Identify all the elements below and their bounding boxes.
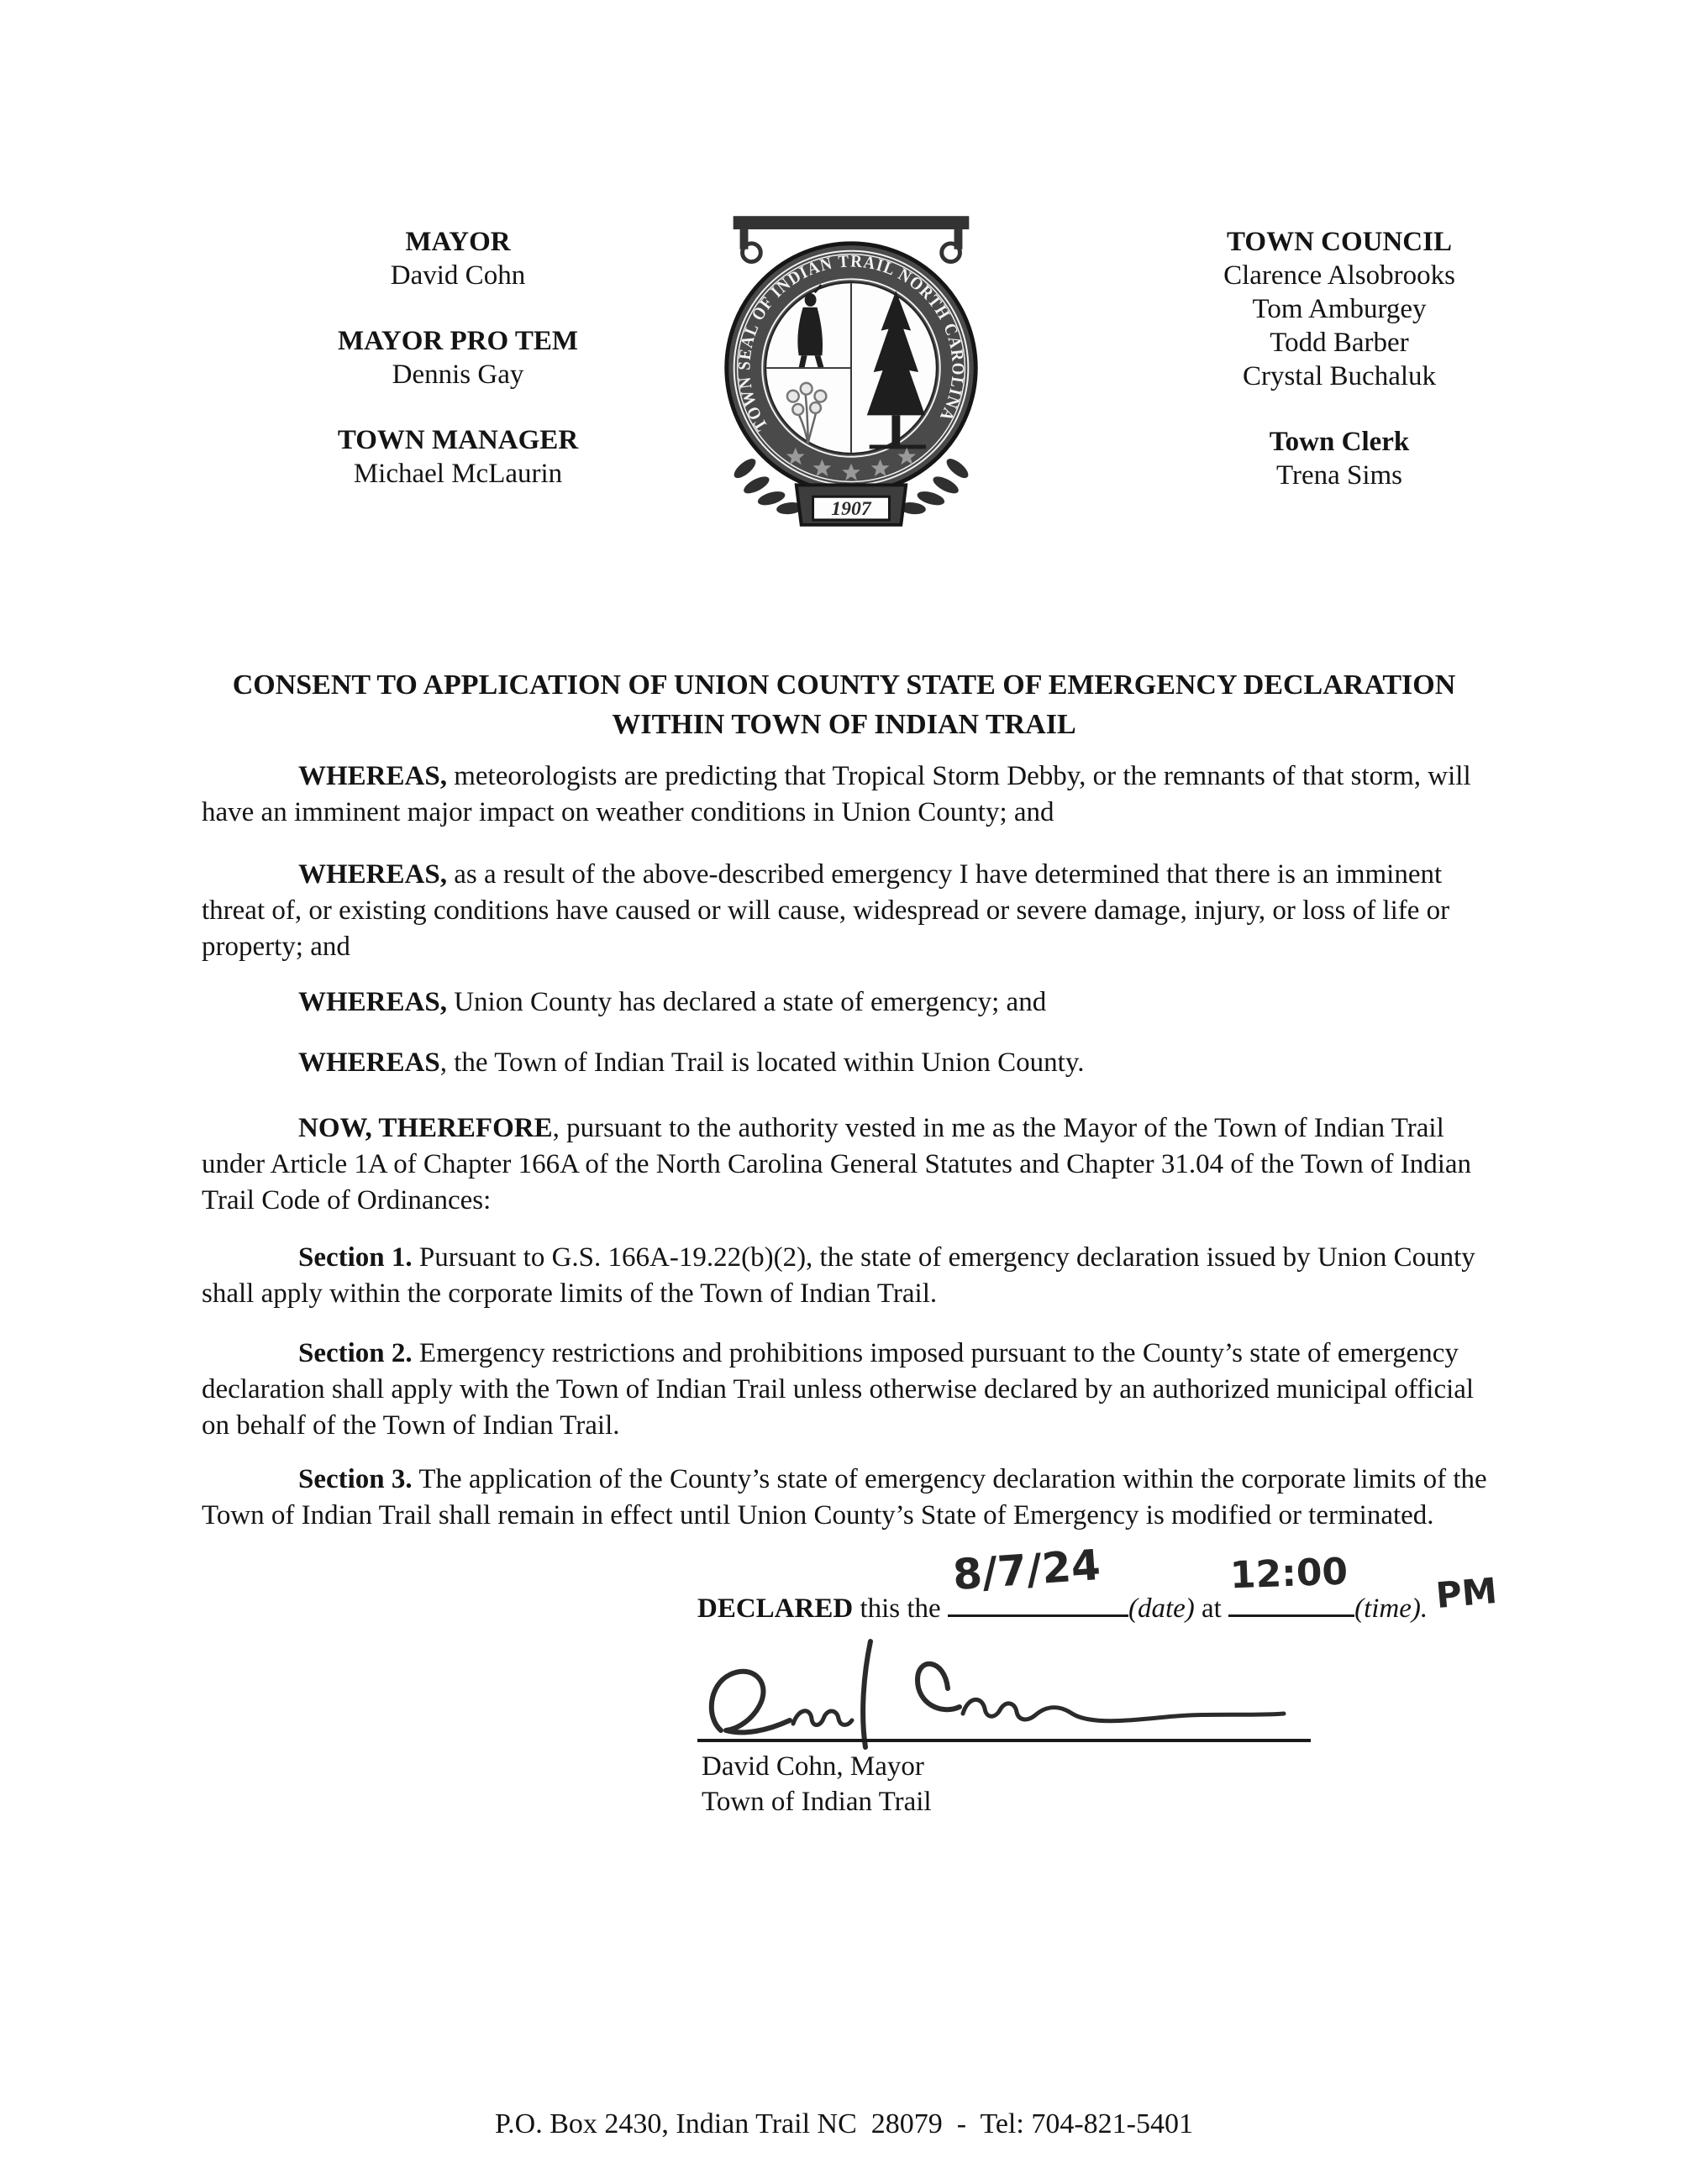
town-manager-title: TOWN MANAGER bbox=[337, 425, 579, 455]
paragraph-lead: WHEREAS, bbox=[298, 761, 447, 791]
town-manager-block bbox=[206, 423, 710, 491]
town-seal-icon bbox=[710, 203, 992, 541]
paragraph-section-1 bbox=[202, 1240, 1502, 1312]
paragraph-whereas-1 bbox=[202, 759, 1502, 831]
signature-name-block bbox=[702, 1749, 932, 1819]
town-council-title: TOWN COUNCIL bbox=[1226, 227, 1452, 257]
paragraph-lead: NOW, THEREFORE bbox=[298, 1113, 553, 1143]
paragraph-lead: Section 2. bbox=[298, 1338, 413, 1368]
mayor-pro-tem-block bbox=[206, 324, 710, 391]
seal-ring-text: TOWN SEAL OF INDIAN TRAIL NORTH CAROLINA bbox=[735, 252, 967, 434]
paragraph-text: , pursuant to the authority vested in me as the Mayor of the Town of Indian Trail under Article 1A of Chapter 166A of the North Carolina General Statutes and Chapter 31.04 of the Town of Indian Trail Code of Ordinances: bbox=[202, 1113, 1472, 1215]
mayor-block bbox=[206, 225, 710, 292]
council-member: Todd Barber bbox=[1270, 328, 1409, 358]
paragraph-text: as a result of the above-described emergency I have determined that there is an imminent threat of, or existing conditions have caused or will cause, widespread or severe damage, injury, or loss of life or property; and bbox=[202, 859, 1450, 962]
paragraph-section-2 bbox=[202, 1336, 1502, 1444]
paragraph-lead: Section 1. bbox=[298, 1242, 413, 1273]
time-label: (time). bbox=[1354, 1593, 1428, 1624]
paragraph-lead: WHEREAS, bbox=[298, 859, 447, 890]
declared-connector: this the bbox=[853, 1593, 948, 1624]
town-manager-name: Michael McLaurin bbox=[353, 459, 563, 489]
handwritten-date: 8/7/24 bbox=[951, 1540, 1102, 1600]
town-clerk-block bbox=[1087, 425, 1591, 492]
document-title bbox=[0, 665, 1688, 744]
signatory-name: David Cohn, Mayor bbox=[702, 1751, 924, 1782]
handwritten-ampm: PM bbox=[1434, 1569, 1499, 1617]
seal-year: 1907 bbox=[831, 497, 871, 520]
document-title-line2: WITHIN TOWN OF INDIAN TRAIL bbox=[612, 709, 1076, 740]
footer-address: P.O. Box 2430, Indian Trail NC 28079 - Tel: 704-821-5401 bbox=[495, 2108, 1193, 2139]
paragraph-text: The application of the County’s state of emergency declaration within the corporate limits of the Town of Indian Trail shall remain in effect until Union County’s State of Emergency is modified or terminated. bbox=[202, 1464, 1487, 1530]
header-officials-left bbox=[206, 225, 710, 522]
council-member: Tom Amburgey bbox=[1252, 294, 1427, 324]
time-blank bbox=[1228, 1550, 1354, 1617]
town-council-block bbox=[1087, 225, 1591, 393]
council-member: Crystal Buchaluk bbox=[1242, 361, 1437, 391]
paragraph-section-3 bbox=[202, 1462, 1502, 1534]
town-clerk-title: Town Clerk bbox=[1269, 427, 1410, 457]
at-label: at bbox=[1194, 1593, 1229, 1624]
signatory-org: Town of Indian Trail bbox=[702, 1787, 932, 1817]
declared-label: DECLARED bbox=[697, 1593, 854, 1624]
paragraph-text: , the Town of Indian Trail is located within Union County. bbox=[439, 1047, 1085, 1078]
date-label: (date) bbox=[1128, 1593, 1195, 1624]
mayor-title: MAYOR bbox=[405, 227, 511, 257]
paragraph-now-therefore bbox=[202, 1110, 1502, 1219]
paragraph-lead: WHEREAS, bbox=[298, 987, 447, 1017]
paragraph-whereas-3 bbox=[202, 984, 1502, 1021]
header-council-right bbox=[1087, 225, 1591, 524]
mayor-signature-icon bbox=[696, 1636, 1317, 1754]
paragraph-text: meteorologists are predicting that Tropical Storm Debby, or the remnants of that storm, will have an imminent major impact on weather conditions in Union County; and bbox=[202, 761, 1471, 827]
paragraph-whereas-4 bbox=[202, 1045, 1502, 1081]
seal-year-banner bbox=[797, 485, 906, 524]
seal-top-bar bbox=[734, 216, 970, 229]
paragraph-text: Pursuant to G.S. 166A-19.22(b)(2), the state of emergency declaration issued by Union County shall apply within the corporate limits of the Town of Indian Trail. bbox=[202, 1242, 1475, 1309]
date-blank bbox=[948, 1540, 1128, 1617]
mayor-pro-tem-name: Dennis Gay bbox=[392, 360, 524, 390]
mayor-name: David Cohn bbox=[390, 260, 526, 291]
town-clerk-name: Trena Sims bbox=[1275, 460, 1403, 491]
paragraph-lead: WHEREAS bbox=[298, 1047, 440, 1078]
paragraph-text: Emergency restrictions and prohibitions imposed pursuant to the County’s state of emergency declaration shall apply with the Town of Indian Trail unless otherwise declared by an authorized municipal official on behalf of the Town of Indian Trail. bbox=[202, 1338, 1475, 1441]
paragraph-text: Union County has declared a state of emergency; and bbox=[446, 987, 1047, 1017]
document-title-line1: CONSENT TO APPLICATION OF UNION COUNTY STATE OF EMERGENCY DECLARATION bbox=[232, 669, 1456, 701]
declared-line bbox=[697, 1540, 1499, 1625]
mayor-pro-tem-title: MAYOR PRO TEM bbox=[337, 326, 578, 356]
paragraph-whereas-2 bbox=[202, 857, 1502, 965]
paragraph-lead: Section 3. bbox=[298, 1464, 413, 1494]
handwritten-time: 12:00 bbox=[1229, 1550, 1349, 1598]
council-member: Clarence Alsobrooks bbox=[1223, 260, 1455, 291]
